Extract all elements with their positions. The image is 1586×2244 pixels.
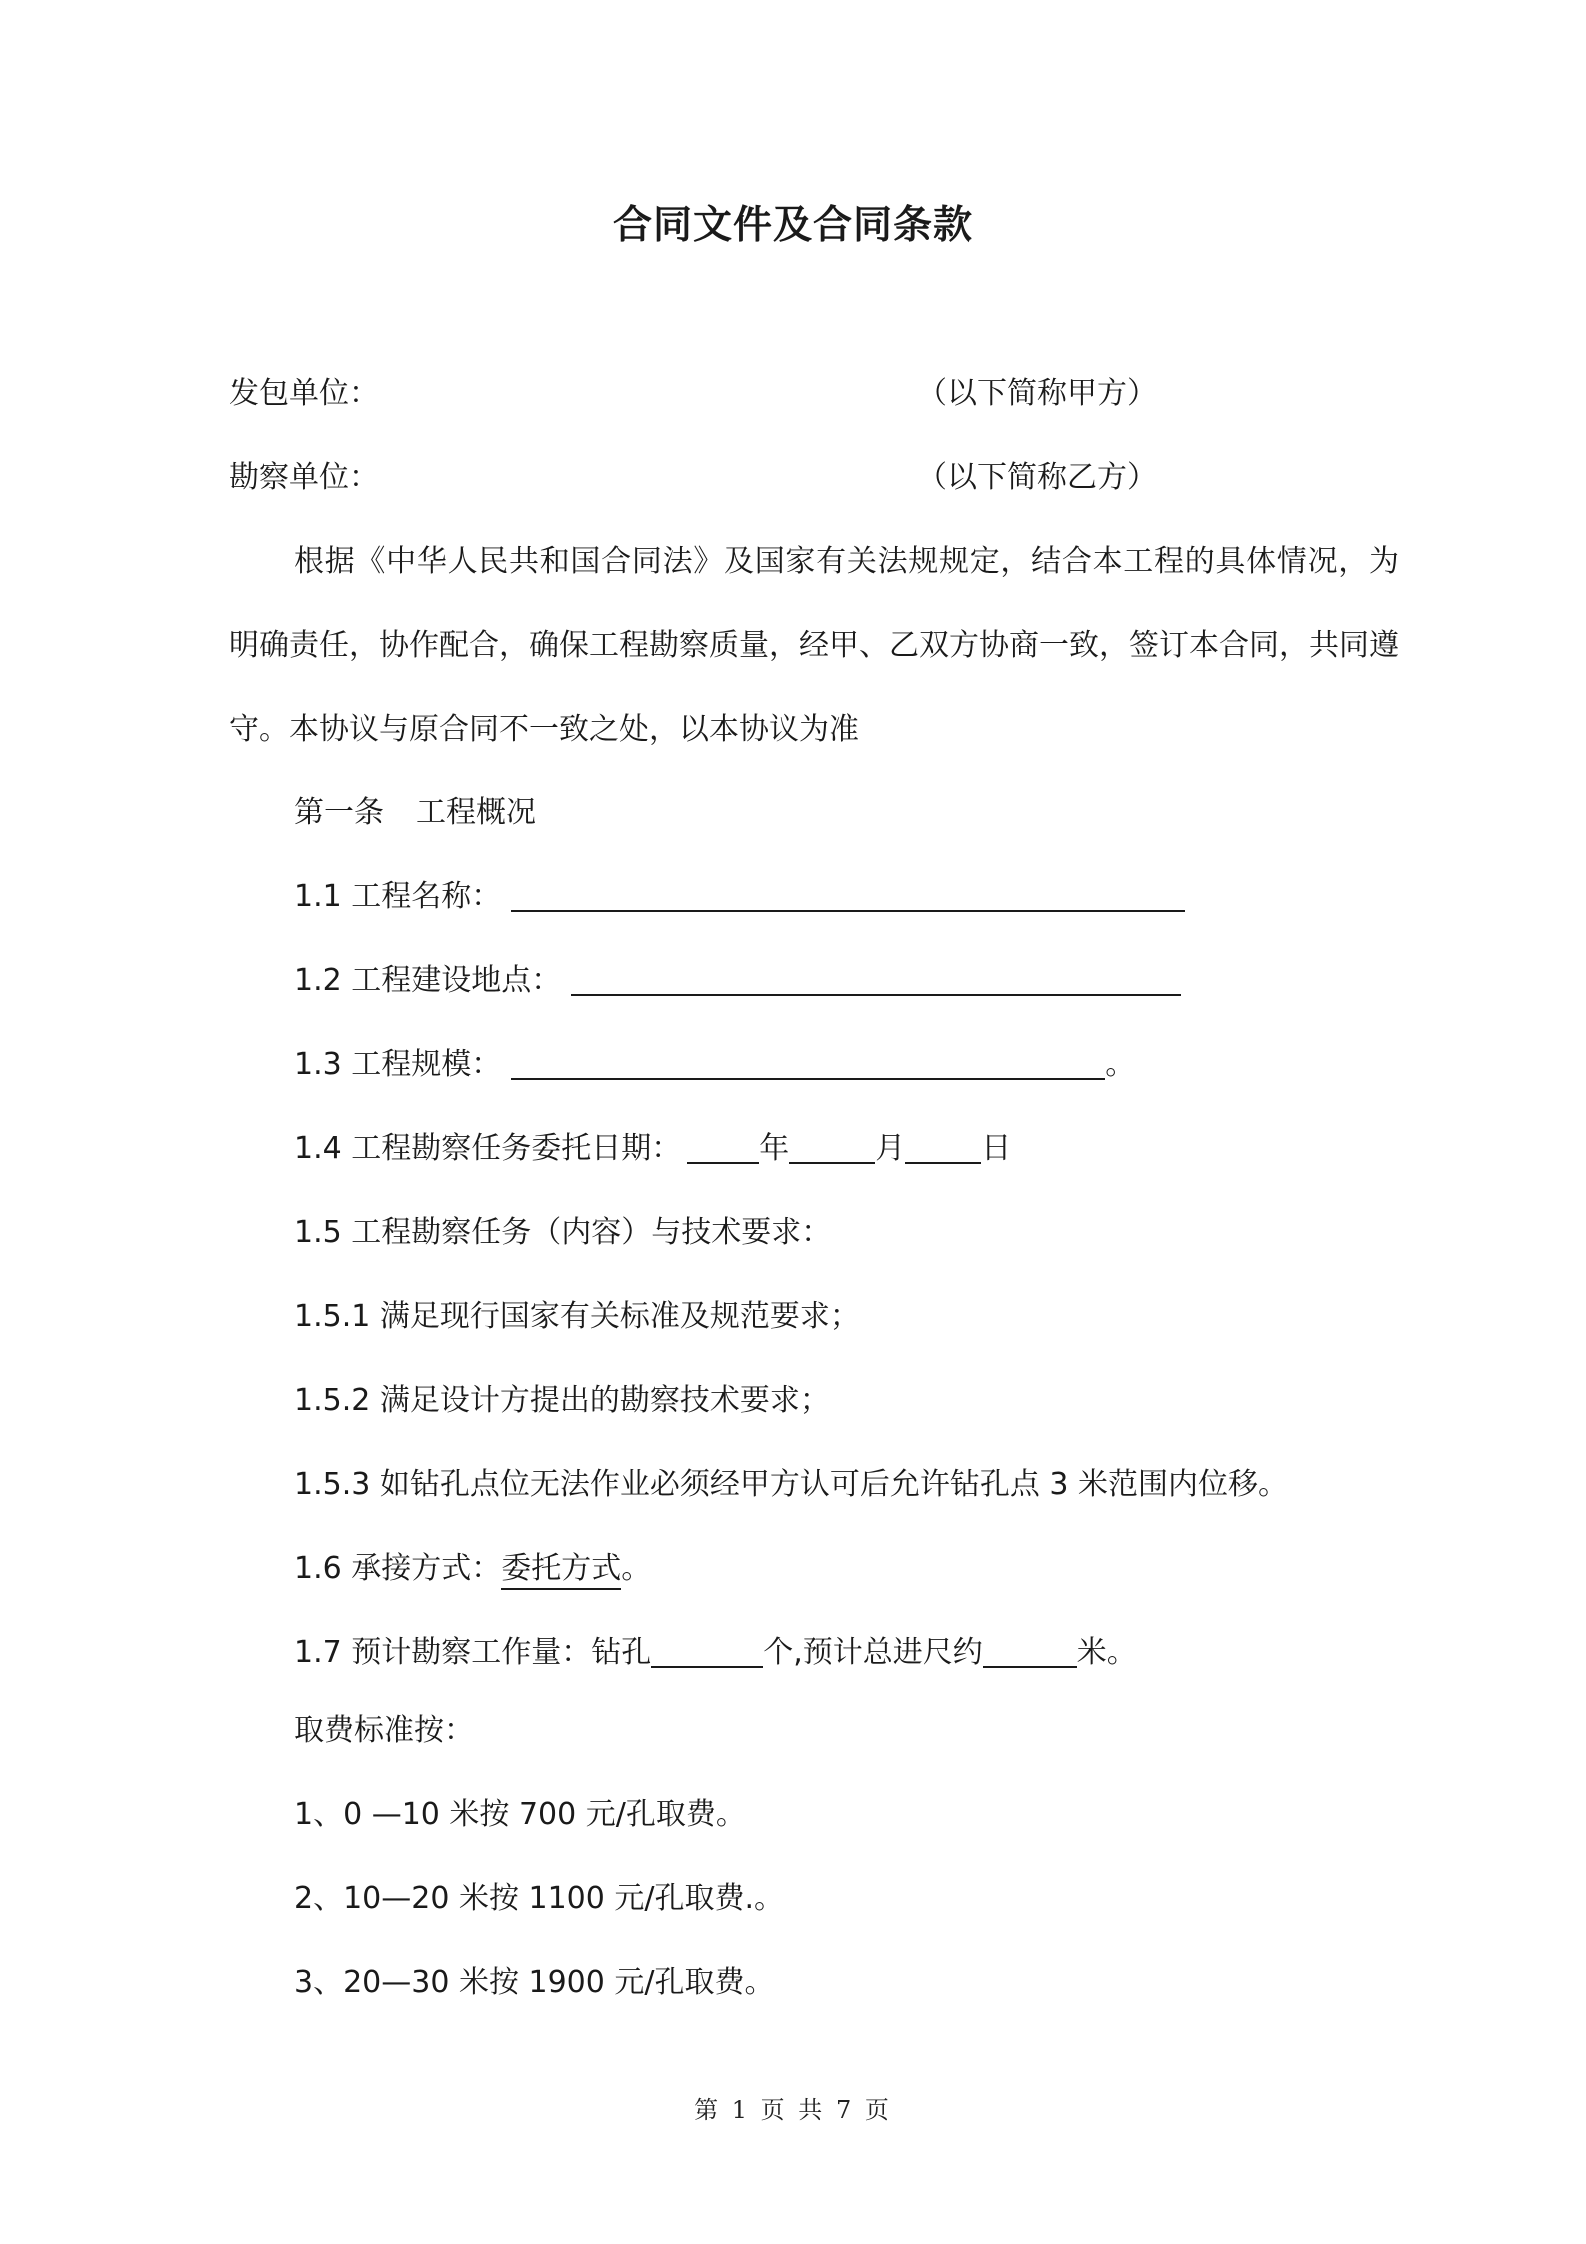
- workload-mid: 个,预计总进尺约: [763, 1635, 983, 1670]
- item-requirement-2: 1.5.2 满足设计方提出的勘察技术要求；: [294, 1383, 830, 1418]
- project-name-label: 1.1 工程名称：: [294, 879, 502, 914]
- total-depth-blank: [983, 1636, 1077, 1668]
- project-location-blank: [571, 964, 1181, 996]
- year-blank: [687, 1132, 759, 1164]
- article-1-heading: [294, 792, 536, 834]
- item-workload: [294, 1632, 1137, 1674]
- month-label: 月: [875, 1131, 906, 1166]
- project-scale-end: 。: [1105, 1047, 1136, 1082]
- contract-method-value: 委托方式: [501, 1551, 621, 1590]
- fee-item: 2、10—20 米按 1100 元/孔取费.。: [294, 1881, 785, 1916]
- preamble-paragraph: 根据《中华人民共和国合同法》及国家有关法规规定，结合本工程的具体情况，为明确责任，协作配合，确保工程勘察质量，经甲、乙双方协商一致，签订本合同，共同遵守。本协议与原合同不一致之处，以本协议为准: [229, 544, 1399, 747]
- project-location-label: 1.2 工程建设地点：: [294, 963, 562, 998]
- survey-unit-note: （以下简称乙方）: [917, 460, 1157, 495]
- contract-method-label: 1.6 承接方式：: [294, 1551, 502, 1586]
- year-label: 年: [759, 1131, 790, 1166]
- item-contract-method: [294, 1548, 651, 1590]
- article-1-number: 第一条: [294, 795, 384, 830]
- project-name-blank: [511, 880, 1185, 912]
- item-project-name: [294, 876, 1185, 918]
- fee-item: 1、0 —10 米按 700 元/孔取费。: [294, 1797, 746, 1832]
- article-1-title: 工程概况: [416, 795, 536, 830]
- fee-standard-heading: 取费标准按：: [294, 1713, 474, 1748]
- client-unit-note: （以下简称甲方）: [917, 376, 1157, 411]
- fee-item: 3、20—30 米按 1900 元/孔取费。: [294, 1965, 775, 2000]
- document-title: 合同文件及合同条款: [612, 203, 973, 248]
- item-requirement-3: 1.5.3 如钻孔点位无法作业必须经甲方认可后允许钻孔点 3 米范围内位移。: [294, 1467, 1289, 1502]
- day-label: 日: [981, 1131, 1012, 1166]
- borehole-count-blank: [651, 1636, 763, 1668]
- workload-end: 米。: [1076, 1635, 1137, 1670]
- project-scale-label: 1.3 工程规模：: [294, 1047, 502, 1082]
- workload-label: 1.7 预计勘察工作量：钻孔: [294, 1635, 652, 1670]
- item-task-requirements: 1.5 工程勘察任务（内容）与技术要求：: [294, 1215, 832, 1250]
- contract-method-end: 。: [621, 1551, 652, 1586]
- project-scale-blank: [511, 1048, 1105, 1080]
- survey-unit-label: 勘察单位：: [229, 460, 379, 495]
- item-requirement-1: 1.5.1 满足现行国家有关标准及规范要求；: [294, 1299, 860, 1334]
- month-blank: [789, 1132, 875, 1164]
- day-blank: [905, 1132, 981, 1164]
- item-project-location: [294, 960, 1181, 1002]
- page-number-footer: 第 1 页 共 7 页: [694, 2096, 892, 2124]
- item-commission-date: [294, 1128, 1011, 1170]
- client-unit-label: 发包单位：: [229, 376, 379, 411]
- item-project-scale: [294, 1044, 1135, 1086]
- commission-date-label: 1.4 工程勘察任务委托日期：: [294, 1131, 682, 1166]
